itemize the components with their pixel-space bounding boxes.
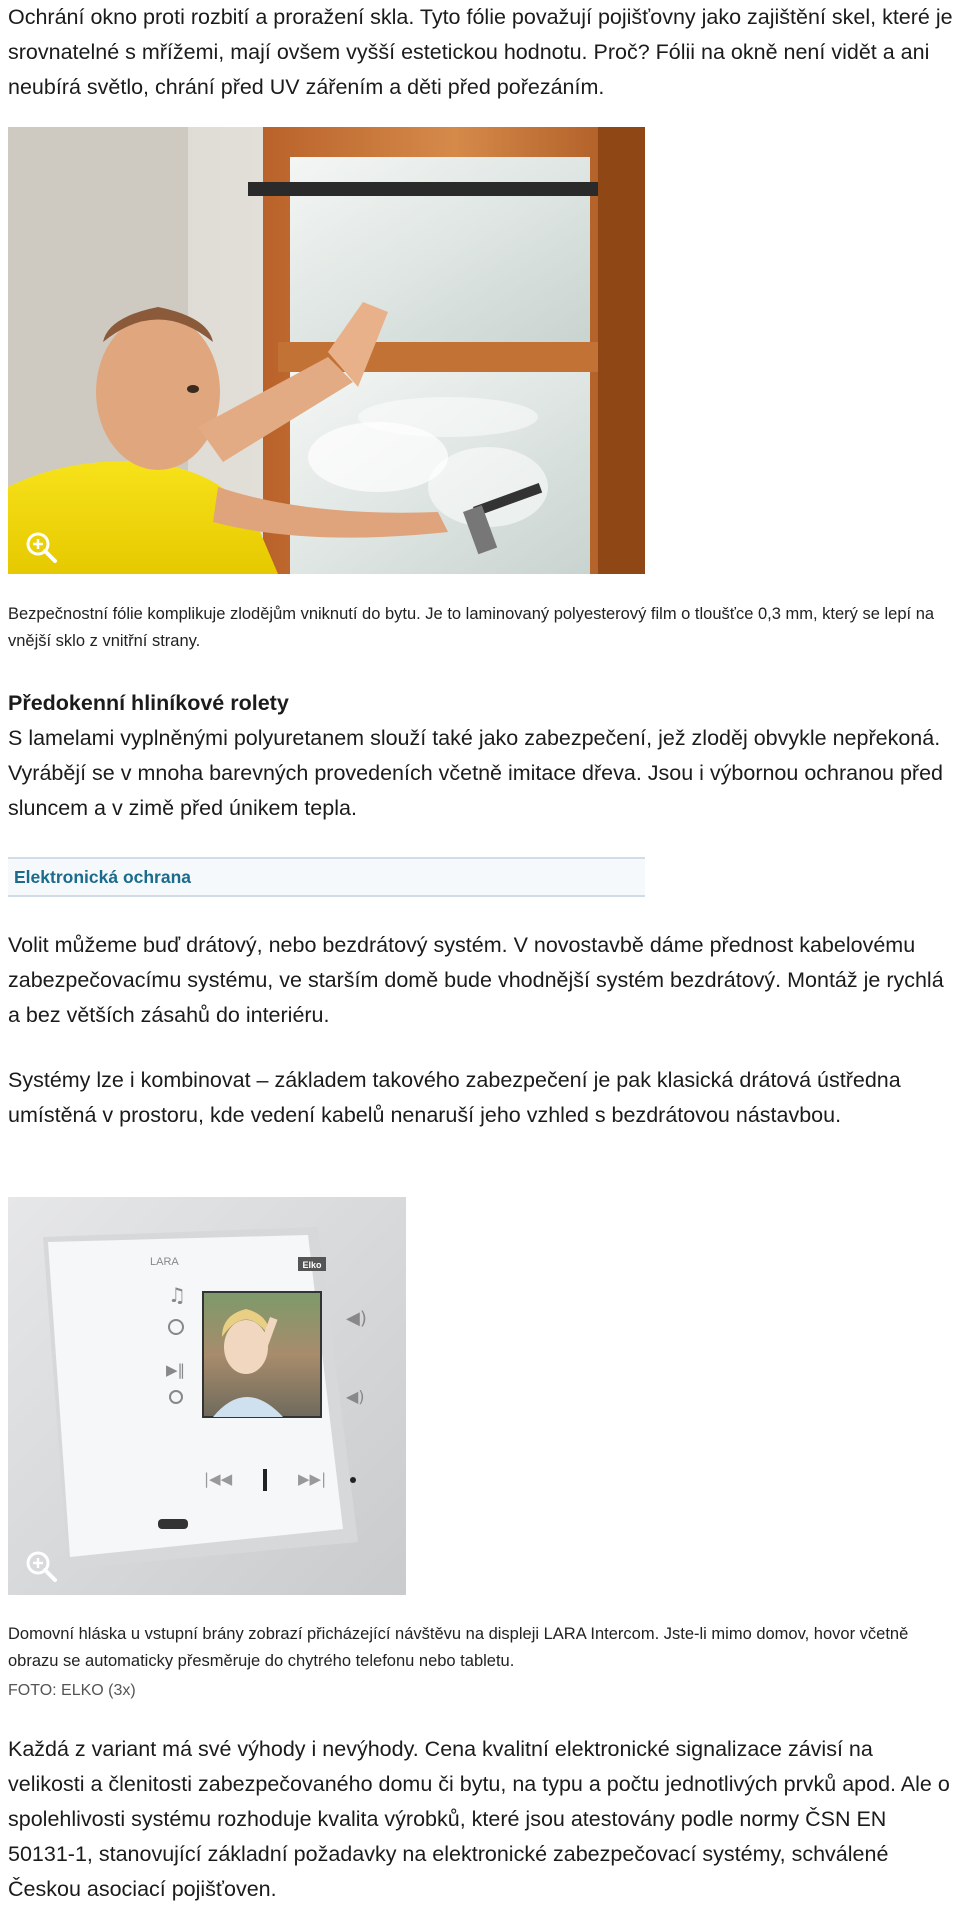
paragraph-rolety: S lamelami vyplněnými polyuretanem slouží také jako zabezpečení, jež zloděj obvykle nepřekoná. Vyrábějí se v mnoha barevných provedeních včetně imitace dřeva. Jsou i výbornou ochranou před sluncem a v zimě před únikem tepla. [8,726,943,820]
photo-credit: FOTO: ELKO (3x) [8,1682,136,1699]
intercom-caption: Domovní hláska u vstupní brány zobrazí přicházející návštěvu na displeji LARA Intercom. Jste-li mimo domov, hovor včetně obrazu se automaticky přesměruje do chytrého telefonu nebo tabletu. [8,1625,909,1670]
window-film-caption: Bezpečnostní fólie komplikuje zlodějům vniknutí do bytu. Je to laminovaný polyesterový film o tloušťce 0,3 mm, který se lepí na vnější sklo z vnitřní strany. [8,605,935,650]
svg-text:▶▶|: ▶▶| [298,1470,327,1488]
paragraph-intro: Ochrání okno proti rozbití a proražení skla. Tyto fólie považují pojišťovny jako zajištění skel, které je srovnatelné s mřížemi, mají ovšem vyšší estetickou hodnotu. Proč? Fólii na okně není vidět a ani neubírá světlo, chrání před UV zářením a děti před pořezáním. [8,5,953,99]
svg-text:◀): ◀) [346,1308,367,1329]
paragraph-kombinace: Systémy lze i kombinovat – základem takového zabezpečení je pak klasická drátová ústředna umístěná v prostoru, kde vedení kabelů nenaruší jeho vzhled s bezdrátovou nástavbou. [8,1068,901,1127]
svg-text:|◀◀: |◀◀ [204,1470,233,1488]
zoom-in-icon[interactable] [24,1549,58,1583]
heading-rolety: Předokenní hliníkové rolety [8,691,289,715]
window-film-illustration [8,127,645,574]
section-box-title: Elektronická ochrana [14,867,192,887]
window-film-photo[interactable] [8,127,645,574]
device-label: LARA [150,1256,179,1268]
brand-badge: Elko [302,1260,322,1270]
svg-text:♫: ♫ [168,1283,186,1307]
intercom-photo[interactable] [8,1197,406,1595]
svg-text:▶‖: ▶‖ [166,1361,186,1379]
paragraph-system: Volit můžeme buď drátový, nebo bezdrátový systém. V novostavbě dáme přednost kabelovému zabezpečovacímu systému, ve starším domě bude vhodnější systém bezdrátový. Montáž je rychlá a bez větších zásahů do interiéru. [8,933,944,1027]
intercom-illustration [8,1197,406,1595]
section-box-elektronicka-ochrana [8,857,645,897]
paragraph-vyhody: Každá z variant má své výhody i nevýhody. Cena kvalitní elektronické signalizace závisí na velikosti a členitosti zabezpečovaného domu či bytu, na typu a počtu jednotlivých prvků apod. Ale o spolehlivosti systému rozhoduje kvalita výrobků, které jsou atestovány podle normy ČSN EN 50131-1, stanovující základní požadavky na elektronické zabezpečovací systémy, schválené Českou asociací pojišťoven. [8,1737,950,1901]
zoom-in-icon[interactable] [24,530,58,564]
svg-text:◀): ◀) [346,1387,365,1406]
